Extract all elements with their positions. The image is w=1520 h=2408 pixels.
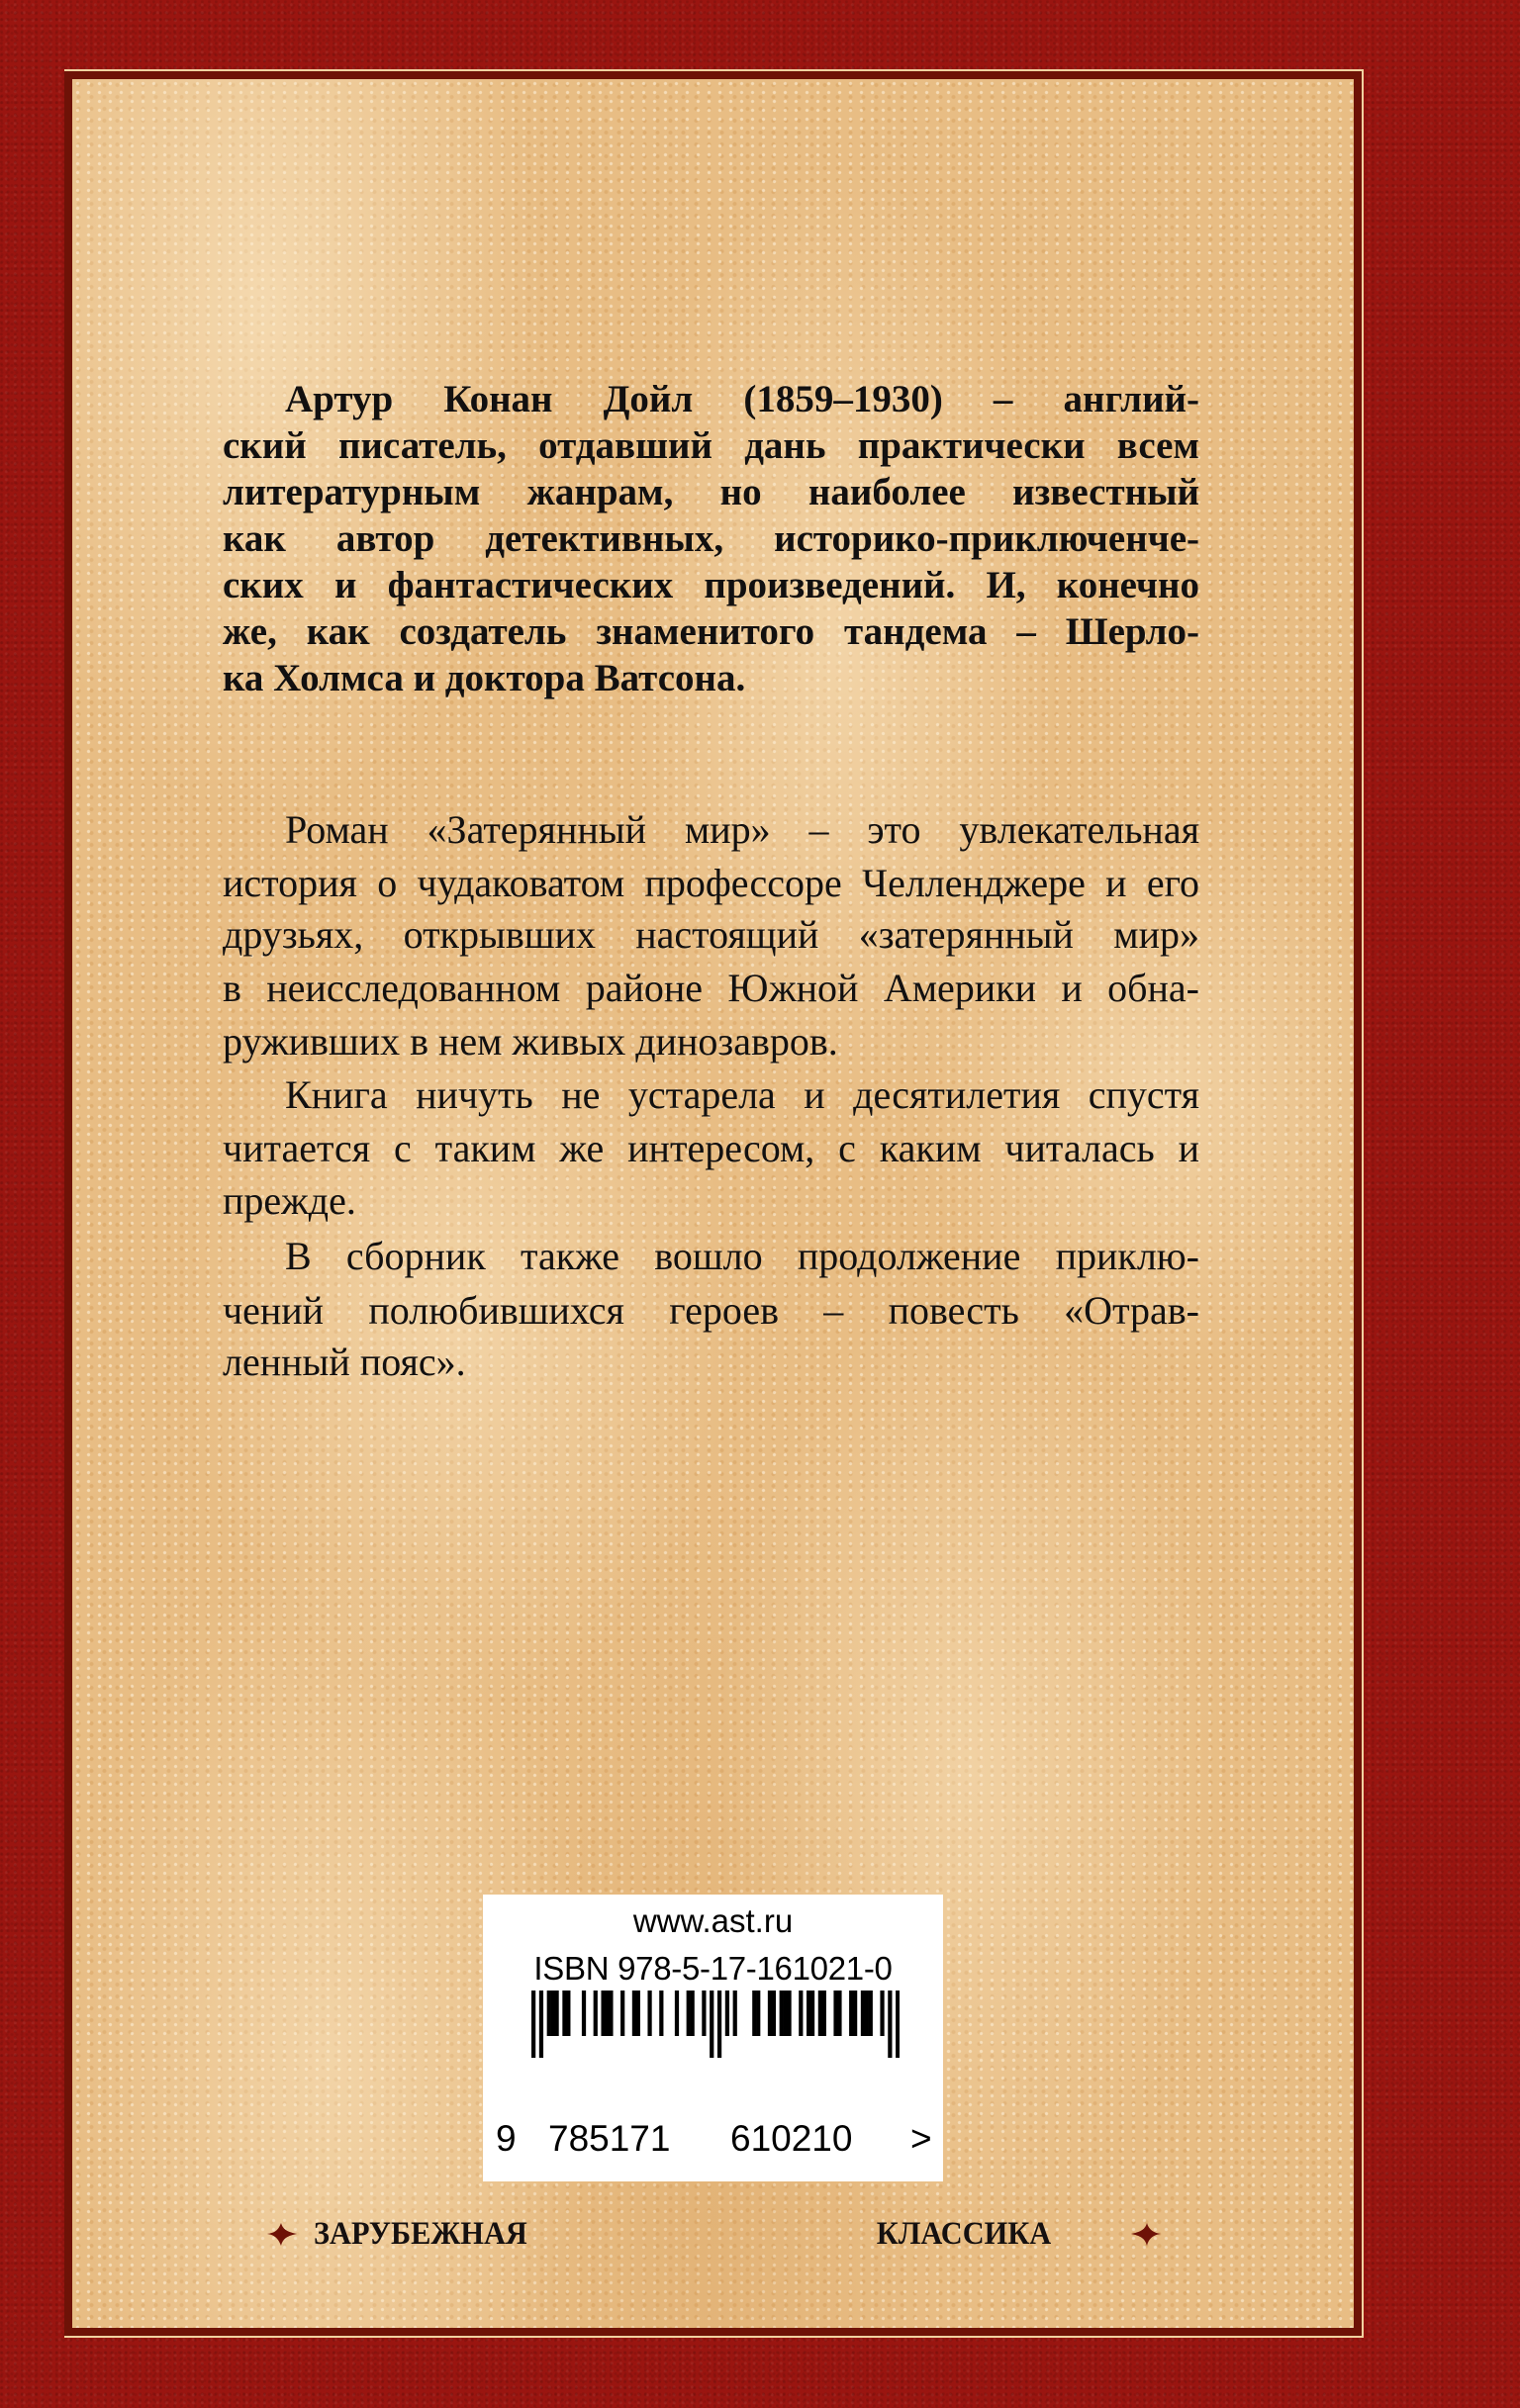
author-line: ский писатель, отдавший дань практически всем	[223, 424, 1199, 467]
author-line: Артур Конан Дойл (1859–1930) – англий-	[285, 378, 1199, 420]
description-line: история о чудаковатом профессоре Челленджере и его	[223, 861, 1199, 905]
description-line: В сборник также вошло продолжение приклю-	[285, 1234, 1199, 1278]
author-line: как автор детективных, историко-приключенче-	[223, 517, 1199, 560]
author-line: ка Холмса и доктора Ватсона.	[223, 657, 746, 699]
barcode-box	[483, 1895, 943, 2181]
series-label	[266, 2216, 1163, 2252]
description-line: Роман «Затерянный мир» – это увлекательная	[285, 807, 1199, 852]
barcode-first-digit: 9	[496, 2118, 517, 2159]
author-line: литературным жанрам, но наиболее известный	[223, 471, 1199, 513]
author-line: же, как создатель знаменитого тандема – Шерло-	[223, 610, 1199, 653]
description-line: друзьях, открывших настоящий «затерянный мир»	[223, 912, 1199, 957]
description-line: ленный пояс».	[223, 1340, 466, 1384]
description-line: прежде.	[223, 1178, 356, 1223]
fleuron-ornament-icon	[1130, 2220, 1162, 2248]
barcode-bars-icon	[531, 1991, 900, 2058]
description-line: чений полюбившихся героев – повесть «Отрав-	[223, 1288, 1199, 1333]
isbn-label: ISBN 978-5-17-161021-0	[533, 1950, 893, 1987]
description-line: в неисследованном районе Южной Америки и обна-	[223, 966, 1199, 1010]
description-line: руживших в нем живых динозавров.	[223, 1019, 838, 1064]
fleuron-ornament-icon	[266, 2220, 298, 2248]
barcode-left-digits: 785171	[548, 2118, 671, 2159]
description-line: читается с таким же интересом, с каким читалась и	[223, 1126, 1199, 1170]
series-title: ЗАРУБЕЖНАЯ КЛАССИКА	[314, 2216, 1052, 2252]
barcode-right-digits: 610210	[730, 2118, 853, 2159]
publisher-url[interactable]: www.ast.ru	[632, 1902, 794, 1939]
description-line: Книга ничуть не устарела и десятилетия спустя	[285, 1072, 1199, 1117]
author-line: ских и фантастических произведений. И, конечно	[223, 564, 1199, 606]
barcode-quiet-zone-mark: >	[910, 2118, 932, 2159]
